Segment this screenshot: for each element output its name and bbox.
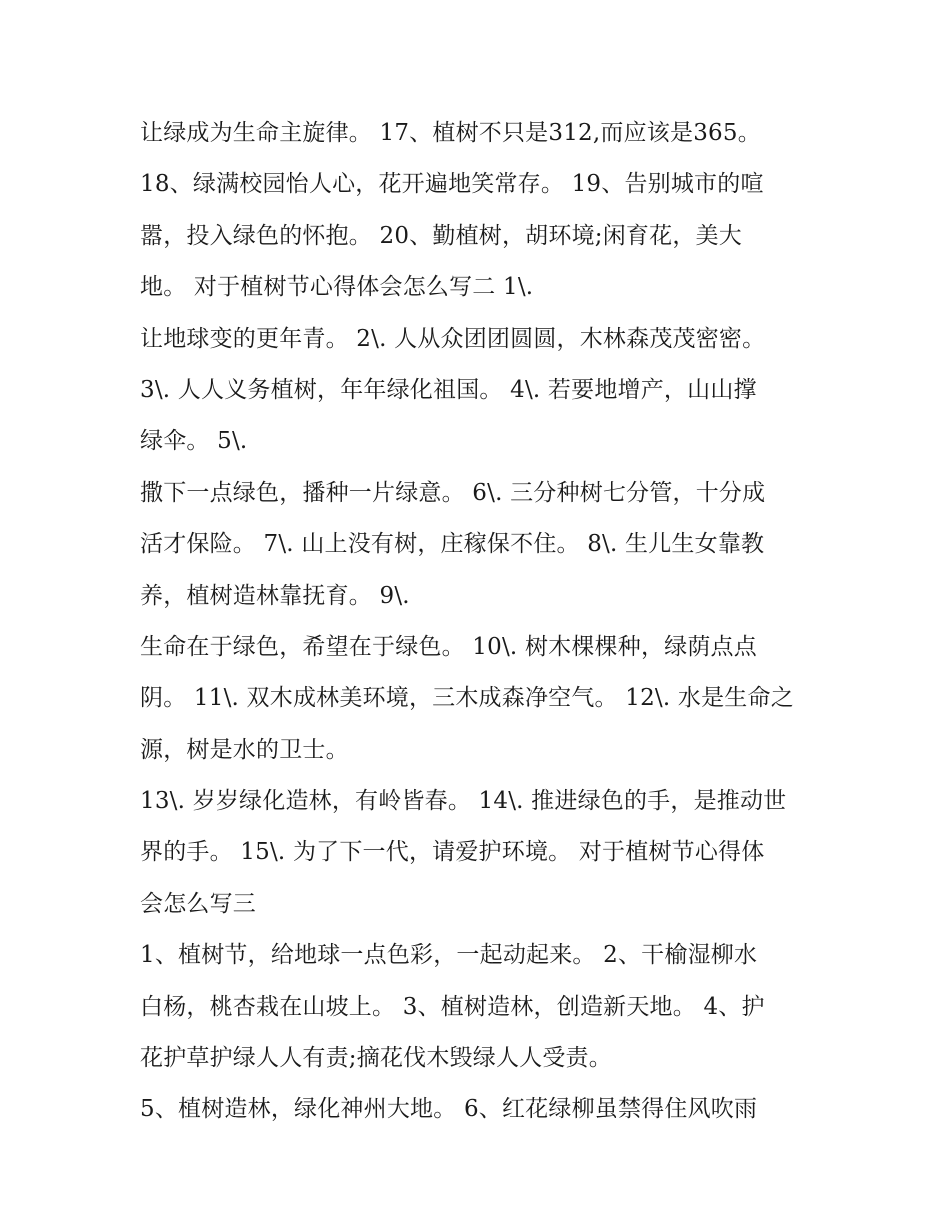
body-text — [140, 108, 820, 1136]
text-line: 地。 对于植树节心得体会怎么写二 1\. — [140, 274, 534, 301]
text-line: 会怎么写三 — [140, 890, 256, 917]
text-line: 18、绿满校园怡人心，花开遍地笑常存。 19、告别城市的喧 — [140, 171, 764, 198]
text-line: 3\. 人人义务植树，年年绿化祖国。 4\. 若要地增产，山山撑 — [140, 376, 757, 403]
text-line: 嚣，投入绿色的怀抱。 20、勤植树，胡环境;闲育花，美大 — [140, 222, 742, 249]
text-line: 活才保险。 7\. 山上没有树，庄稼保不住。 8\. 生儿生女靠教 — [140, 531, 765, 558]
text-line: 界的手。 15\. 为了下一代，请爱护环境。 对于植树节心得体 — [140, 839, 765, 866]
text-line: 源，树是水的卫士。 — [140, 736, 349, 763]
text-line: 白杨，桃杏栽在山坡上。 3、植树造林，创造新天地。 4、护 — [140, 993, 765, 1020]
text-line: 阴。 11\. 双木成林美环境，三木成森净空气。 12\. 水是生命之 — [140, 685, 794, 712]
text-line: 撒下一点绿色，播种一片绿意。 6\. 三分种树七分管，十分成 — [140, 479, 766, 506]
text-line: 1、植树节，给地球一点色彩，一起动起来。 2、干榆湿柳水 — [140, 942, 758, 969]
text-line: 让绿成为生命主旋律。 17、植树不只是312,而应该是365。 — [140, 120, 761, 146]
text-line: 生命在于绿色，希望在于绿色。 10\. 树木棵棵种，绿荫点点 — [140, 633, 757, 660]
text-line: 养，植树造林靠抚育。 9\. — [140, 582, 410, 609]
text-line: 13\. 岁岁绿化造林，有岭皆春。 14\. 推进绿色的手，是推动世 — [140, 788, 787, 815]
text-line: 绿伞。 5\. — [140, 428, 248, 455]
text-line: 花护草护绿人人有责;摘花伐木毁绿人人受责。 — [140, 1045, 612, 1072]
text-line: 让地球变的更年青。 2\. 人从众团团圆圆，木林森茂茂密密。 — [140, 325, 766, 352]
text-line: 5、植树造林，绿化神州大地。 6、红花绿柳虽禁得住风吹雨 — [140, 1096, 758, 1123]
